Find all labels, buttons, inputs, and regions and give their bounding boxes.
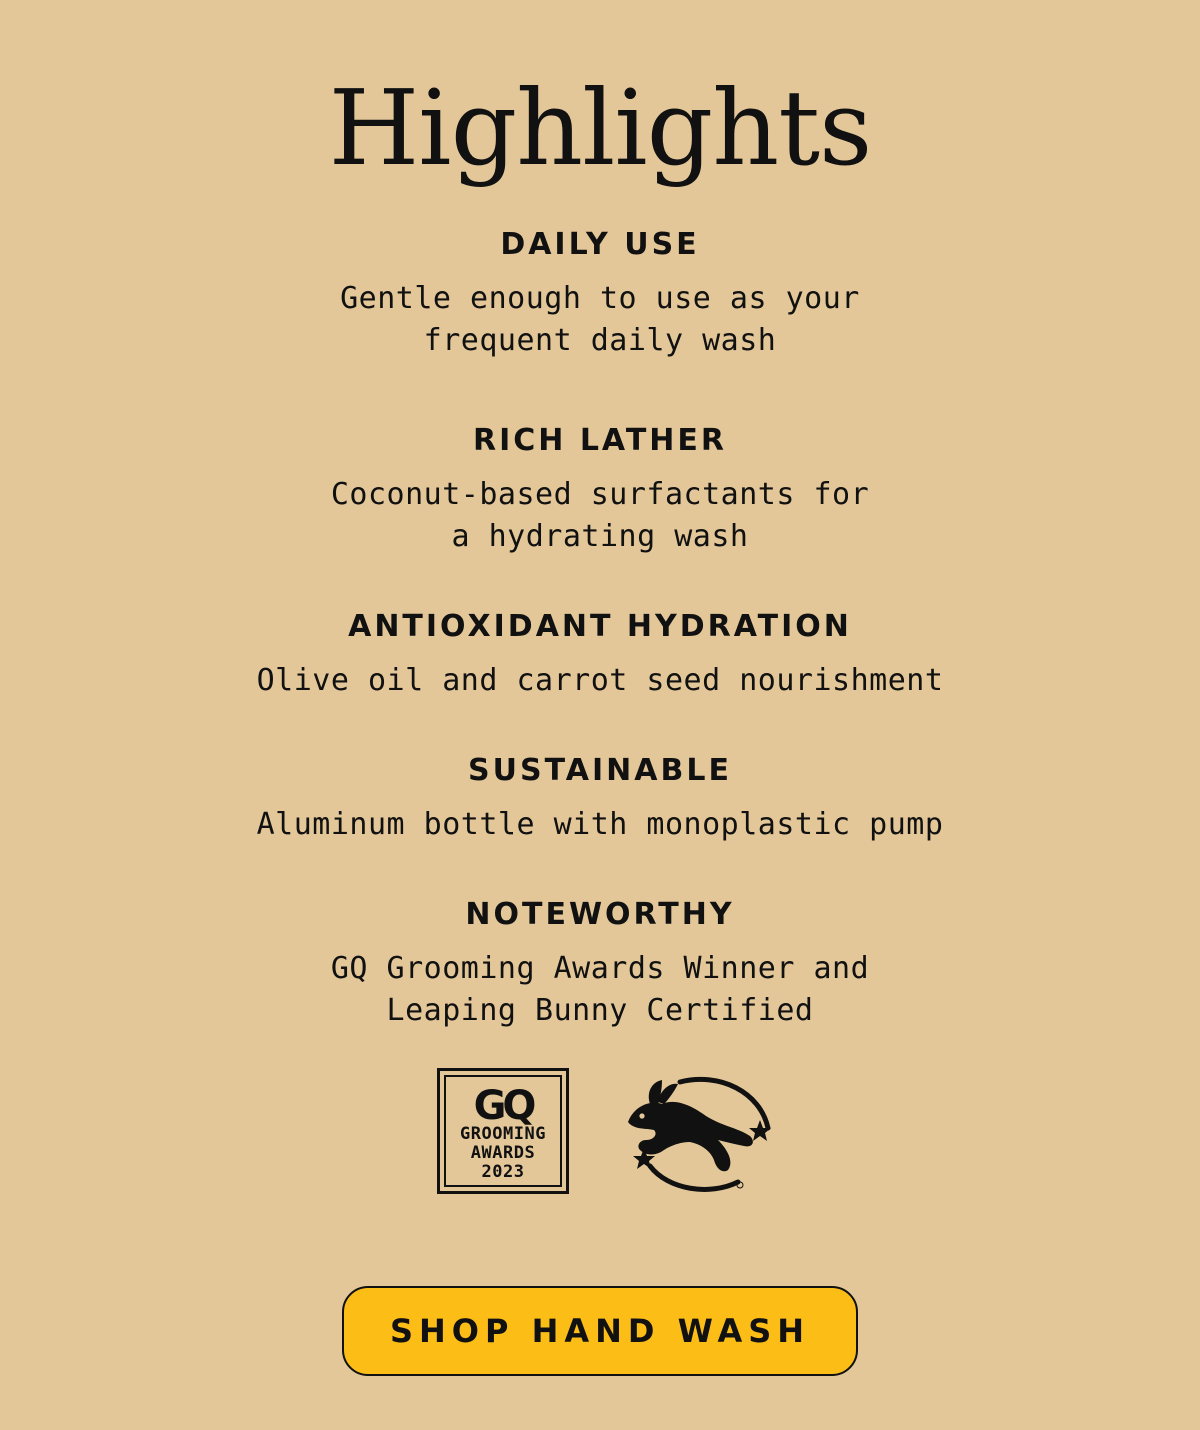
highlight-text: Aluminum bottle with monoplastic pump	[256, 807, 944, 842]
highlight-heading: ANTIOXIDANT HYDRATION	[348, 609, 852, 644]
highlight-rich-lather	[0, 424, 1200, 558]
highlight-noteworthy	[0, 898, 1200, 1032]
highlight-text: Olive oil and carrot seed nourishment	[256, 663, 944, 698]
gq-logo: GQ	[473, 1083, 533, 1129]
gq-award-badge-inner	[444, 1075, 562, 1187]
highlight-text: Coconut-based surfactants for a hydrating wash	[330, 477, 870, 554]
certification-badges	[0, 1068, 1200, 1200]
gq-badge-line: GROOMING	[460, 1124, 546, 1144]
gq-badge-line: 2023	[481, 1162, 525, 1182]
gq-award-badge	[437, 1068, 569, 1194]
highlight-text: GQ Grooming Awards Winner and Leaping Bunny Certified	[330, 951, 870, 1028]
leaping-bunny-icon	[610, 1070, 772, 1192]
highlight-heading: SUSTAINABLE	[468, 753, 732, 788]
highlight-heading: DAILY USE	[500, 227, 700, 262]
highlight-daily-use	[0, 228, 1200, 362]
highlight-text: Gentle enough to use as your frequent daily wash	[340, 281, 860, 358]
highlight-sustainable	[0, 754, 1200, 846]
page-title: Highlights	[328, 67, 872, 189]
shop-hand-wash-button[interactable]: SHOP HAND WASH	[342, 1286, 858, 1376]
highlight-antioxidant-hydration	[0, 610, 1200, 702]
highlight-heading: RICH LATHER	[472, 423, 727, 458]
highlight-heading: NOTEWORTHY	[465, 897, 735, 932]
gq-badge-line: AWARDS	[470, 1143, 536, 1163]
